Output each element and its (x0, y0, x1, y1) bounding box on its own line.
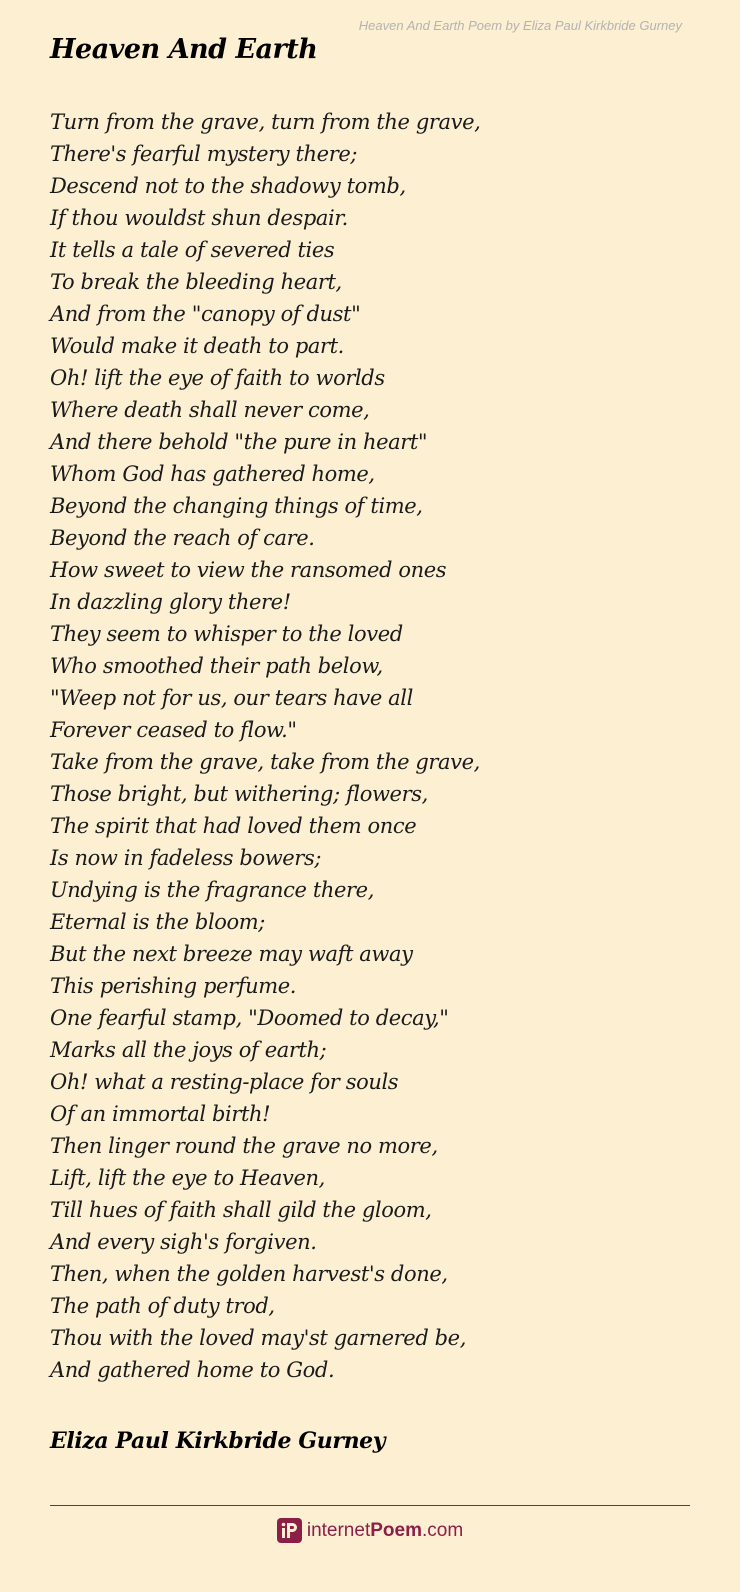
poem-author: Eliza Paul Kirkbride Gurney (50, 1428, 386, 1454)
poem-line: This perishing perfume. (50, 974, 297, 998)
site-name-prefix: internet (306, 1519, 371, 1541)
site-name-bold: Poem (370, 1519, 422, 1541)
poem-line: Lift, lift the eye to Heaven, (50, 1166, 325, 1190)
poem-line: Marks all the joys of earth; (50, 1038, 327, 1062)
poem-line: Oh! what a resting-place for souls (50, 1070, 399, 1094)
poem-line: In dazzling glory there! (50, 590, 291, 614)
poem-line: Is now in fadeless bowers; (50, 846, 321, 870)
poem-line: To break the bleeding heart, (50, 270, 342, 294)
footer-divider (50, 1505, 690, 1506)
poem-line: Then, when the golden harvest's done, (50, 1262, 448, 1286)
site-name-link[interactable] (307, 1520, 463, 1542)
poem-line: If thou wouldst shun despair. (50, 206, 348, 230)
poem-line: How sweet to view the ransomed ones (50, 558, 447, 582)
poem-line: There's fearful mystery there; (50, 142, 358, 166)
poem-line: But the next breeze may waft away (50, 942, 413, 966)
poem-line: Thou with the loved may'st garnered be, (50, 1326, 466, 1350)
poem-line: And every sigh's forgiven. (50, 1230, 317, 1254)
poem-line: Eternal is the bloom; (50, 910, 265, 934)
poem-line: Where death shall never come, (50, 398, 370, 422)
poem-line: Take from the grave, take from the grave, (50, 750, 480, 774)
poem-line: Those bright, but withering; flowers, (50, 782, 428, 806)
poem-line: And from the "canopy of dust" (50, 302, 361, 326)
poem-line: Turn from the grave, turn from the grave, (50, 110, 481, 134)
poem-line: Of an immortal birth! (50, 1102, 271, 1126)
poem-line: "Weep not for us, our tears have all (50, 686, 413, 710)
poem-line: One fearful stamp, "Doomed to decay," (50, 1006, 449, 1030)
poem-line: The spirit that had loved them once (50, 814, 417, 838)
poem-line: Oh! lift the eye of faith to worlds (50, 366, 385, 390)
poem-line: Whom God has gathered home, (50, 462, 375, 486)
ip-logo-icon (277, 1518, 302, 1543)
poem-body (50, 106, 480, 1386)
poem-title: Heaven And Earth (50, 34, 318, 65)
poem-line: Then linger round the grave no more, (50, 1134, 438, 1158)
poem-line: Who smoothed their path below, (50, 654, 383, 678)
poem-line: Beyond the reach of care. (50, 526, 315, 550)
poem-line: They seem to whisper to the loved (50, 622, 403, 646)
poem-line: And there behold "the pure in heart" (50, 430, 428, 454)
poem-line: Descend not to the shadowy tomb, (50, 174, 406, 198)
site-name-suffix: .com (421, 1519, 464, 1541)
poem-line: It tells a tale of severed ties (50, 238, 335, 262)
poem-line: Till hues of faith shall gild the gloom, (50, 1198, 432, 1222)
poem-caption: Heaven And Earth Poem by Eliza Paul Kirkbride Gurney (358, 18, 682, 33)
poem-line: Forever ceased to flow." (50, 718, 297, 742)
site-footer[interactable] (0, 1518, 740, 1548)
poem-line: Beyond the changing things of time, (50, 494, 423, 518)
poem-line: Would make it death to part. (50, 334, 344, 358)
poem-line: And gathered home to God. (50, 1358, 335, 1382)
poem-line: The path of duty trod, (50, 1294, 275, 1318)
poem-line: Undying is the fragrance there, (50, 878, 374, 902)
